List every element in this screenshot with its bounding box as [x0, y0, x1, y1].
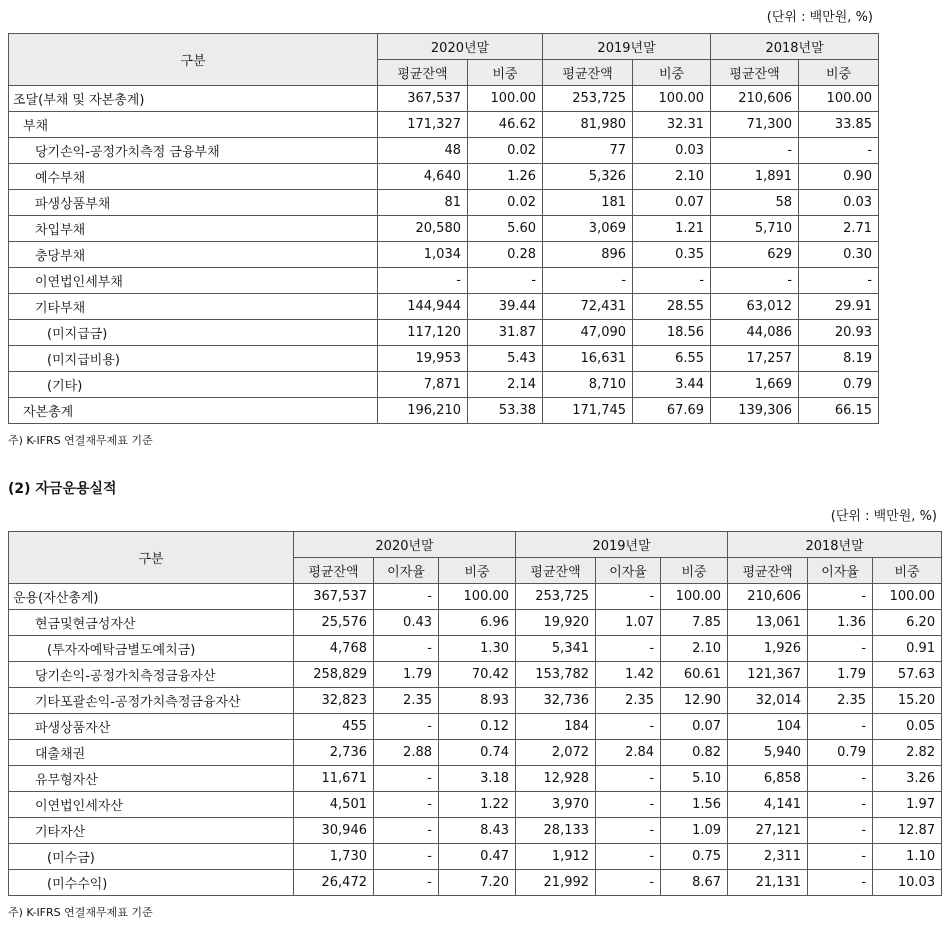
table-cell: -: [808, 714, 873, 740]
table-cell: 7,871: [378, 372, 468, 398]
table-cell: 28.55: [633, 294, 711, 320]
table-row: [9, 740, 942, 766]
table-cell: 100.00: [633, 86, 711, 112]
table-row: [9, 792, 942, 818]
table-cell: 3.26: [873, 766, 942, 792]
table-cell: -: [596, 714, 661, 740]
table-row: [9, 766, 942, 792]
table-cell: 1,730: [294, 844, 374, 870]
row-label: 예수부채: [9, 164, 378, 190]
table-cell: 139,306: [711, 398, 799, 424]
table-row: [9, 584, 942, 610]
table-cell: -: [596, 870, 661, 896]
table-cell: 29.91: [799, 294, 879, 320]
ratio-header: 비중: [633, 60, 711, 86]
table-cell: 181: [543, 190, 633, 216]
table-cell: -: [808, 636, 873, 662]
interest-rate-header: 이자율: [808, 558, 873, 584]
table-cell: 70.42: [439, 662, 516, 688]
row-label: (투자자예탁금별도예치금): [9, 636, 294, 662]
interest-rate-header: 이자율: [596, 558, 661, 584]
table-cell: 0.12: [439, 714, 516, 740]
table-cell: 81: [378, 190, 468, 216]
avg-balance-header: 평균잔액: [378, 60, 468, 86]
row-label: 기타부채: [9, 294, 378, 320]
table-cell: 71,300: [711, 112, 799, 138]
avg-balance-header: 평균잔액: [728, 558, 808, 584]
table-cell: 6.55: [633, 346, 711, 372]
table-cell: 27,121: [728, 818, 808, 844]
table-cell: -: [799, 268, 879, 294]
table-cell: 5.43: [468, 346, 543, 372]
row-label: 파생상품부채: [9, 190, 378, 216]
table-cell: -: [808, 844, 873, 870]
table-cell: 7.85: [661, 610, 728, 636]
row-label: 기타포괄손익-공정가치측정금융자산: [9, 688, 294, 714]
table-cell: 0.05: [873, 714, 942, 740]
table-cell: 39.44: [468, 294, 543, 320]
table-cell: 44,086: [711, 320, 799, 346]
table-cell: 0.02: [468, 190, 543, 216]
table-cell: -: [543, 268, 633, 294]
table-cell: -: [374, 818, 439, 844]
row-label: 당기손익-공정가치측정금융자산: [9, 662, 294, 688]
table-cell: 53.38: [468, 398, 543, 424]
avg-balance-header: 평균잔액: [516, 558, 596, 584]
table-cell: 8.93: [439, 688, 516, 714]
table-row: [9, 610, 942, 636]
table2-unit-note: (단위 : 백만원, %): [830, 509, 937, 524]
table-cell: -: [799, 138, 879, 164]
table-cell: 2.35: [374, 688, 439, 714]
table-row: [9, 190, 879, 216]
table-cell: 2.71: [799, 216, 879, 242]
table-cell: 8.67: [661, 870, 728, 896]
table-cell: 12.90: [661, 688, 728, 714]
table-cell: 1,891: [711, 164, 799, 190]
table-cell: -: [808, 766, 873, 792]
row-label: 당기손익-공정가치측정 금융부채: [9, 138, 378, 164]
table-cell: 367,537: [294, 584, 374, 610]
table-cell: 1.79: [808, 662, 873, 688]
table-cell: 60.61: [661, 662, 728, 688]
table-cell: -: [808, 792, 873, 818]
table1-footnote: 주) K-IFRS 연결재무제표 기준: [8, 434, 153, 447]
avg-balance-header: 평균잔액: [543, 60, 633, 86]
table-row: [9, 112, 879, 138]
table-cell: 1,912: [516, 844, 596, 870]
table-cell: 3.44: [633, 372, 711, 398]
category-header: 구분: [9, 34, 378, 86]
table-cell: 629: [711, 242, 799, 268]
table-cell: 1.97: [873, 792, 942, 818]
table-cell: -: [378, 268, 468, 294]
table-cell: 12.87: [873, 818, 942, 844]
table-cell: 6.20: [873, 610, 942, 636]
table-cell: 12,928: [516, 766, 596, 792]
row-label: (기타): [9, 372, 378, 398]
table-cell: 7.20: [439, 870, 516, 896]
table-cell: 3.18: [439, 766, 516, 792]
table-cell: 2.82: [873, 740, 942, 766]
table-cell: 0.75: [661, 844, 728, 870]
table-cell: -: [808, 818, 873, 844]
table-cell: -: [374, 636, 439, 662]
row-label: (미수금): [9, 844, 294, 870]
table-cell: -: [596, 584, 661, 610]
table-cell: 58: [711, 190, 799, 216]
table-cell: 117,120: [378, 320, 468, 346]
table-row: [9, 818, 942, 844]
interest-rate-header: 이자율: [374, 558, 439, 584]
table-cell: 144,944: [378, 294, 468, 320]
ratio-header: 비중: [873, 558, 942, 584]
year-header-2019: 2019년말: [516, 532, 728, 558]
year-header-2019: 2019년말: [543, 34, 711, 60]
table-cell: 5,940: [728, 740, 808, 766]
table-cell: 0.02: [468, 138, 543, 164]
table-cell: 4,501: [294, 792, 374, 818]
table-row: [9, 242, 879, 268]
table-cell: 8.19: [799, 346, 879, 372]
table-cell: 2.14: [468, 372, 543, 398]
table-cell: 253,725: [516, 584, 596, 610]
table-cell: 2.10: [661, 636, 728, 662]
table-cell: -: [374, 792, 439, 818]
table-cell: 100.00: [799, 86, 879, 112]
row-label: 이연법인세부채: [9, 268, 378, 294]
table-cell: 5.60: [468, 216, 543, 242]
table-cell: 2.10: [633, 164, 711, 190]
table-cell: 1.10: [873, 844, 942, 870]
table-cell: 253,725: [543, 86, 633, 112]
year-header-2018: 2018년말: [711, 34, 879, 60]
table-cell: 66.15: [799, 398, 879, 424]
table-cell: 11,671: [294, 766, 374, 792]
table-cell: 18.56: [633, 320, 711, 346]
row-label: (미지급비용): [9, 346, 378, 372]
table-cell: 3,069: [543, 216, 633, 242]
table-cell: 2.84: [596, 740, 661, 766]
table-cell: 1.56: [661, 792, 728, 818]
table-cell: -: [374, 870, 439, 896]
table-cell: -: [808, 870, 873, 896]
table-cell: 8,710: [543, 372, 633, 398]
table-cell: 32,736: [516, 688, 596, 714]
table-cell: 121,367: [728, 662, 808, 688]
avg-balance-header: 평균잔액: [294, 558, 374, 584]
table-cell: 5,710: [711, 216, 799, 242]
table-row: [9, 636, 942, 662]
table-cell: 77: [543, 138, 633, 164]
table-cell: 2.88: [374, 740, 439, 766]
table-cell: 57.63: [873, 662, 942, 688]
table-cell: 367,537: [378, 86, 468, 112]
table-cell: 100.00: [873, 584, 942, 610]
table-row: [9, 398, 879, 424]
table-cell: -: [596, 792, 661, 818]
table-cell: 0.79: [808, 740, 873, 766]
table-cell: 67.69: [633, 398, 711, 424]
table-cell: 0.07: [661, 714, 728, 740]
table-cell: 63,012: [711, 294, 799, 320]
table-cell: 33.85: [799, 112, 879, 138]
table-cell: 1.42: [596, 662, 661, 688]
table-cell: 81,980: [543, 112, 633, 138]
table-cell: -: [633, 268, 711, 294]
table-cell: 13,061: [728, 610, 808, 636]
table-cell: 2.35: [596, 688, 661, 714]
table-cell: 47,090: [543, 320, 633, 346]
category-header: 구분: [9, 532, 294, 584]
table-cell: 17,257: [711, 346, 799, 372]
table-cell: 210,606: [728, 584, 808, 610]
table-cell: 0.47: [439, 844, 516, 870]
table-row: [9, 662, 942, 688]
row-label: (미지급금): [9, 320, 378, 346]
table-row: [9, 138, 879, 164]
table-cell: 20,580: [378, 216, 468, 242]
table-cell: 258,829: [294, 662, 374, 688]
funding-table: [8, 33, 879, 424]
table-cell: 0.90: [799, 164, 879, 190]
table-cell: 4,640: [378, 164, 468, 190]
table-row: [9, 372, 879, 398]
table-cell: 2,736: [294, 740, 374, 766]
table-cell: 1.22: [439, 792, 516, 818]
table-cell: 1,034: [378, 242, 468, 268]
row-label: 운용(자산총계): [9, 584, 294, 610]
table-cell: 28,133: [516, 818, 596, 844]
ratio-header: 비중: [439, 558, 516, 584]
table-cell: 19,953: [378, 346, 468, 372]
ratio-header: 비중: [799, 60, 879, 86]
table-cell: 4,141: [728, 792, 808, 818]
table-cell: 20.93: [799, 320, 879, 346]
table-cell: 0.82: [661, 740, 728, 766]
table-cell: 171,745: [543, 398, 633, 424]
table-row: [9, 294, 879, 320]
table-cell: 31.87: [468, 320, 543, 346]
table-cell: 15.20: [873, 688, 942, 714]
year-header-2020: 2020년말: [294, 532, 516, 558]
table-cell: 46.62: [468, 112, 543, 138]
row-label: 부채: [9, 112, 378, 138]
row-label: 대출채권: [9, 740, 294, 766]
row-label: 이연법인세자산: [9, 792, 294, 818]
row-label: 자본총계: [9, 398, 378, 424]
table-cell: 896: [543, 242, 633, 268]
table-cell: 2.35: [808, 688, 873, 714]
table-cell: -: [596, 844, 661, 870]
table-row: [9, 844, 942, 870]
table-cell: 100.00: [439, 584, 516, 610]
table-cell: -: [374, 766, 439, 792]
row-label: 충당부채: [9, 242, 378, 268]
table-cell: 0.35: [633, 242, 711, 268]
table-cell: 26,472: [294, 870, 374, 896]
table-cell: 1.36: [808, 610, 873, 636]
table-cell: 48: [378, 138, 468, 164]
table-cell: 5,326: [543, 164, 633, 190]
table-row: [9, 86, 879, 112]
table-cell: 1.30: [439, 636, 516, 662]
table-row: [9, 268, 879, 294]
table-cell: 16,631: [543, 346, 633, 372]
table-cell: 5.10: [661, 766, 728, 792]
table-cell: -: [374, 844, 439, 870]
table-cell: 1,669: [711, 372, 799, 398]
year-header-2020: 2020년말: [378, 34, 543, 60]
table1-unit-note: (단위 : 백만원, %): [766, 10, 873, 25]
table-cell: -: [596, 818, 661, 844]
table-row: [9, 164, 879, 190]
table-row: [9, 216, 879, 242]
table-cell: -: [374, 714, 439, 740]
row-label: 현금및현금성자산: [9, 610, 294, 636]
table-row: [9, 688, 942, 714]
table-cell: 0.07: [633, 190, 711, 216]
table-cell: 32,823: [294, 688, 374, 714]
table-row: [9, 714, 942, 740]
table-cell: 19,920: [516, 610, 596, 636]
table-cell: 1.26: [468, 164, 543, 190]
table-cell: 8.43: [439, 818, 516, 844]
table-row: [9, 320, 879, 346]
table-cell: -: [711, 268, 799, 294]
table-cell: -: [596, 636, 661, 662]
table-cell: 1.21: [633, 216, 711, 242]
table-cell: -: [808, 584, 873, 610]
table-cell: -: [596, 766, 661, 792]
table-cell: 0.43: [374, 610, 439, 636]
table-cell: 21,992: [516, 870, 596, 896]
row-label: (미수수익): [9, 870, 294, 896]
table-cell: 0.30: [799, 242, 879, 268]
table-cell: 184: [516, 714, 596, 740]
table-cell: 32.31: [633, 112, 711, 138]
table-cell: 1.79: [374, 662, 439, 688]
table-cell: -: [468, 268, 543, 294]
table-cell: 2,072: [516, 740, 596, 766]
table-cell: 21,131: [728, 870, 808, 896]
row-label: 차입부채: [9, 216, 378, 242]
section-title: (2) 자금운용실적: [8, 481, 117, 497]
table-cell: 6,858: [728, 766, 808, 792]
table-cell: 100.00: [661, 584, 728, 610]
table-cell: 0.03: [633, 138, 711, 164]
table-cell: 455: [294, 714, 374, 740]
table-cell: 4,768: [294, 636, 374, 662]
table-cell: 5,341: [516, 636, 596, 662]
table-cell: -: [374, 584, 439, 610]
ratio-header: 비중: [468, 60, 543, 86]
table-cell: 6.96: [439, 610, 516, 636]
table-cell: 25,576: [294, 610, 374, 636]
table-row: [9, 346, 879, 372]
table-cell: 0.03: [799, 190, 879, 216]
table-cell: 30,946: [294, 818, 374, 844]
table-cell: 2,311: [728, 844, 808, 870]
table-cell: 153,782: [516, 662, 596, 688]
table-cell: 0.91: [873, 636, 942, 662]
table-cell: 1,926: [728, 636, 808, 662]
row-label: 파생상품자산: [9, 714, 294, 740]
table-cell: 10.03: [873, 870, 942, 896]
table2-footnote: 주) K-IFRS 연결재무제표 기준: [8, 906, 153, 919]
table-row: [9, 870, 942, 896]
row-label: 기타자산: [9, 818, 294, 844]
table-cell: 0.79: [799, 372, 879, 398]
row-label: 조달(부채 및 자본총계): [9, 86, 378, 112]
table-cell: 196,210: [378, 398, 468, 424]
table-cell: 0.28: [468, 242, 543, 268]
table-cell: 104: [728, 714, 808, 740]
table-cell: 3,970: [516, 792, 596, 818]
table-cell: 72,431: [543, 294, 633, 320]
table-cell: 100.00: [468, 86, 543, 112]
year-header-2018: 2018년말: [728, 532, 942, 558]
ratio-header: 비중: [661, 558, 728, 584]
table-cell: 171,327: [378, 112, 468, 138]
table-cell: 210,606: [711, 86, 799, 112]
row-label: 유무형자산: [9, 766, 294, 792]
fund-operation-table: [8, 531, 942, 896]
table-cell: 32,014: [728, 688, 808, 714]
table-cell: 1.07: [596, 610, 661, 636]
table-cell: 0.74: [439, 740, 516, 766]
table-cell: 1.09: [661, 818, 728, 844]
table-cell: -: [711, 138, 799, 164]
avg-balance-header: 평균잔액: [711, 60, 799, 86]
